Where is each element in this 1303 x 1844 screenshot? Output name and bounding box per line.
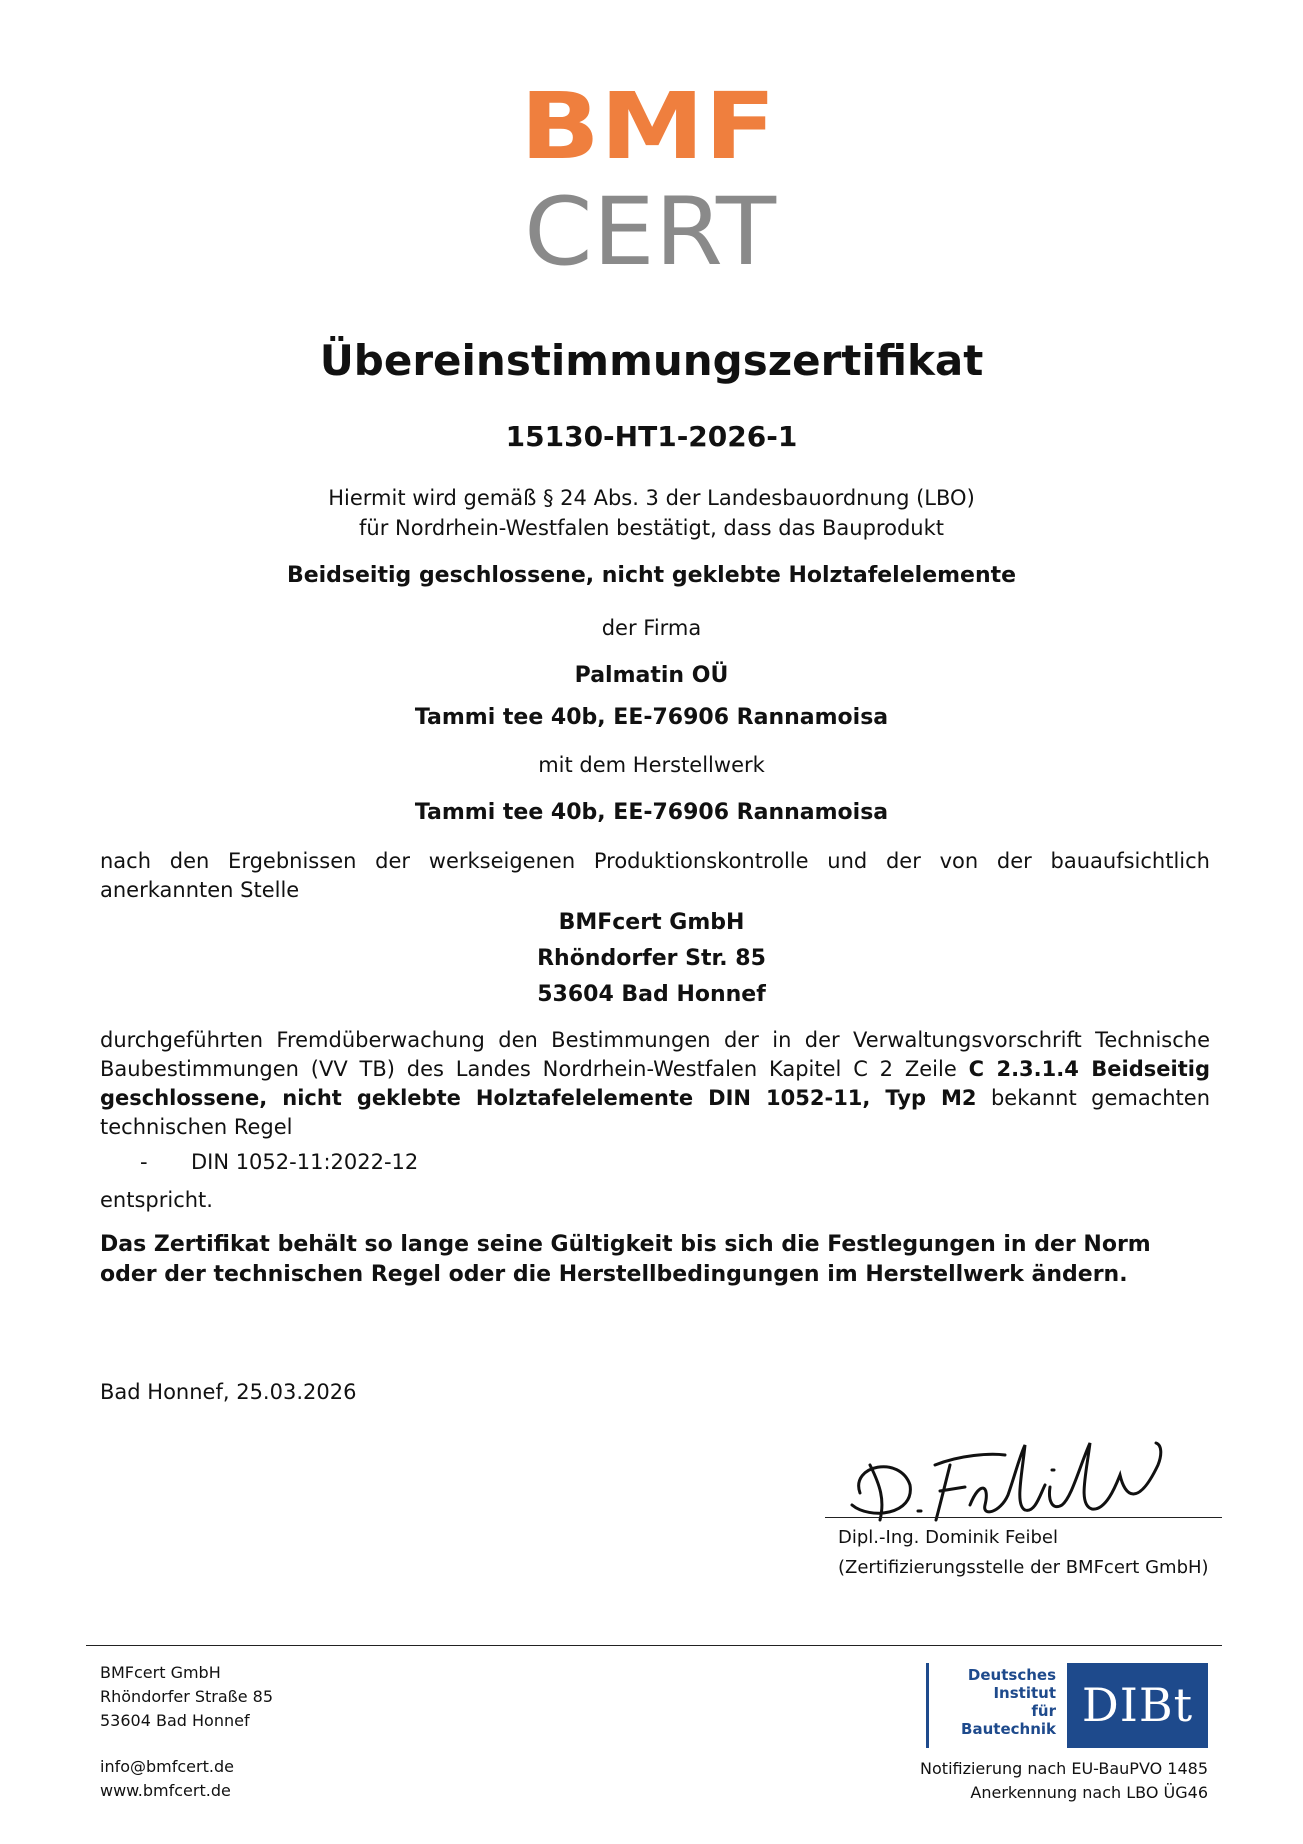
intro-text xyxy=(0,483,1303,543)
surveillance-line-4: technischen Regel xyxy=(100,1115,293,1139)
signatory-role: (Zertifizierungsstelle der BMFcert GmbH) xyxy=(838,1557,1209,1578)
surveillance-line-3 xyxy=(100,1084,1210,1113)
surveillance-line-2 xyxy=(100,1055,1210,1084)
surveillance-line-2-bold: C 2.3.1.4 Beidseitig xyxy=(968,1057,1210,1081)
surveillance-line-2-text: Baubestimmungen (VV TB) des Landes Nordrhein-Westfalen Kapitel C 2 Zeile xyxy=(100,1057,969,1081)
footer-company: BMFcert GmbH xyxy=(100,1663,221,1682)
dibt-logo xyxy=(926,1663,1208,1748)
footer-website-link[interactable]: www.bmfcert.de xyxy=(100,1781,231,1800)
footer-street: Rhöndorfer Straße 85 xyxy=(100,1687,274,1706)
dibt-line-2: Institut xyxy=(993,1684,1056,1702)
certifier-name: BMFcert GmbH xyxy=(558,910,745,935)
signature-text: D.Feibel xyxy=(840,1425,845,1426)
validity-statement: Das Zertifikat behält so lange seine Gültigkeit bis sich die Festlegungen in der Norm oder der technischen Regel oder die Herstellbedingungen im Herstellwerk ändern. xyxy=(100,1232,1151,1287)
handwritten-signature xyxy=(840,1425,1180,1530)
certificate-number: 15130-HT1-2026-1 xyxy=(505,420,798,453)
bmfcert-logo xyxy=(520,88,790,273)
certifier-street: Rhöndorfer Str. 85 xyxy=(537,946,766,971)
intro-line-2: für Nordrhein-Westfalen bestätigt, dass das Bauprodukt xyxy=(359,516,944,540)
entspricht-text: entspricht. xyxy=(100,1188,213,1212)
signature-line xyxy=(825,1517,1222,1518)
surveillance-line-3-text: bekannt gemachten xyxy=(976,1086,1211,1110)
standard-text: DIN 1052-11:2022-12 xyxy=(190,1150,419,1174)
dibt-recognition: Anerkennung nach LBO ÜG46 xyxy=(970,1783,1208,1802)
footer-divider xyxy=(86,1645,1222,1646)
dibt-line-1: Deutsches xyxy=(967,1666,1056,1684)
logo-cert-text: CERT xyxy=(524,178,777,273)
certifier-city: 53604 Bad Honnef xyxy=(537,982,766,1007)
der-firma-label: der Firma xyxy=(601,616,702,640)
list-dash: - xyxy=(140,1150,148,1174)
surveillance-line-1: durchgeführten Fremdüberwachung den Bestimmungen der in der Verwaltungsvorschrift Technische xyxy=(100,1028,1210,1052)
standard-list-item xyxy=(140,1150,418,1174)
company-address: Tammi tee 40b, EE-76906 Rannamoisa xyxy=(414,705,889,730)
footer-email-link[interactable]: info@bmfcert.de xyxy=(100,1757,234,1776)
dibt-line-3: für xyxy=(1031,1702,1056,1720)
results-paragraph: nach den Ergebnissen der werkseigenen Produktionskontrolle und der von der bauaufsichtlich anerkannten Stelle xyxy=(100,849,1210,902)
company-name: Palmatin OÜ xyxy=(574,663,729,688)
logo-bmf-text: BMF xyxy=(520,88,776,180)
dibt-line-4: Bautechnik xyxy=(961,1720,1056,1738)
dibt-name-block xyxy=(926,1663,1066,1748)
dibt-abbreviation: DIBt xyxy=(1067,1663,1208,1748)
signatory-name: Dipl.-Ing. Dominik Feibel xyxy=(838,1527,1058,1548)
surveillance-paragraph xyxy=(100,1026,1210,1142)
document-title: Übereinstimmungszertifikat xyxy=(319,336,984,385)
footer-city: 53604 Bad Honnef xyxy=(100,1711,250,1730)
plant-address: Tammi tee 40b, EE-76906 Rannamoisa xyxy=(414,800,889,825)
product-name: Beidseitig geschlossene, nicht geklebte Holztafelelemente xyxy=(286,563,1017,588)
place-date: Bad Honnef, 25.03.2026 xyxy=(100,1380,357,1404)
plant-intro-label: mit dem Herstellwerk xyxy=(538,753,765,777)
intro-line-1: Hiermit wird gemäß § 24 Abs. 3 der Landesbauordnung (LBO) xyxy=(328,486,975,510)
dibt-notification: Notifizierung nach EU-BauPVO 1485 xyxy=(920,1759,1208,1778)
surveillance-line-3-bold: geschlossene, nicht geklebte Holztafelelemente DIN 1052-11, Typ M2 xyxy=(100,1086,977,1110)
